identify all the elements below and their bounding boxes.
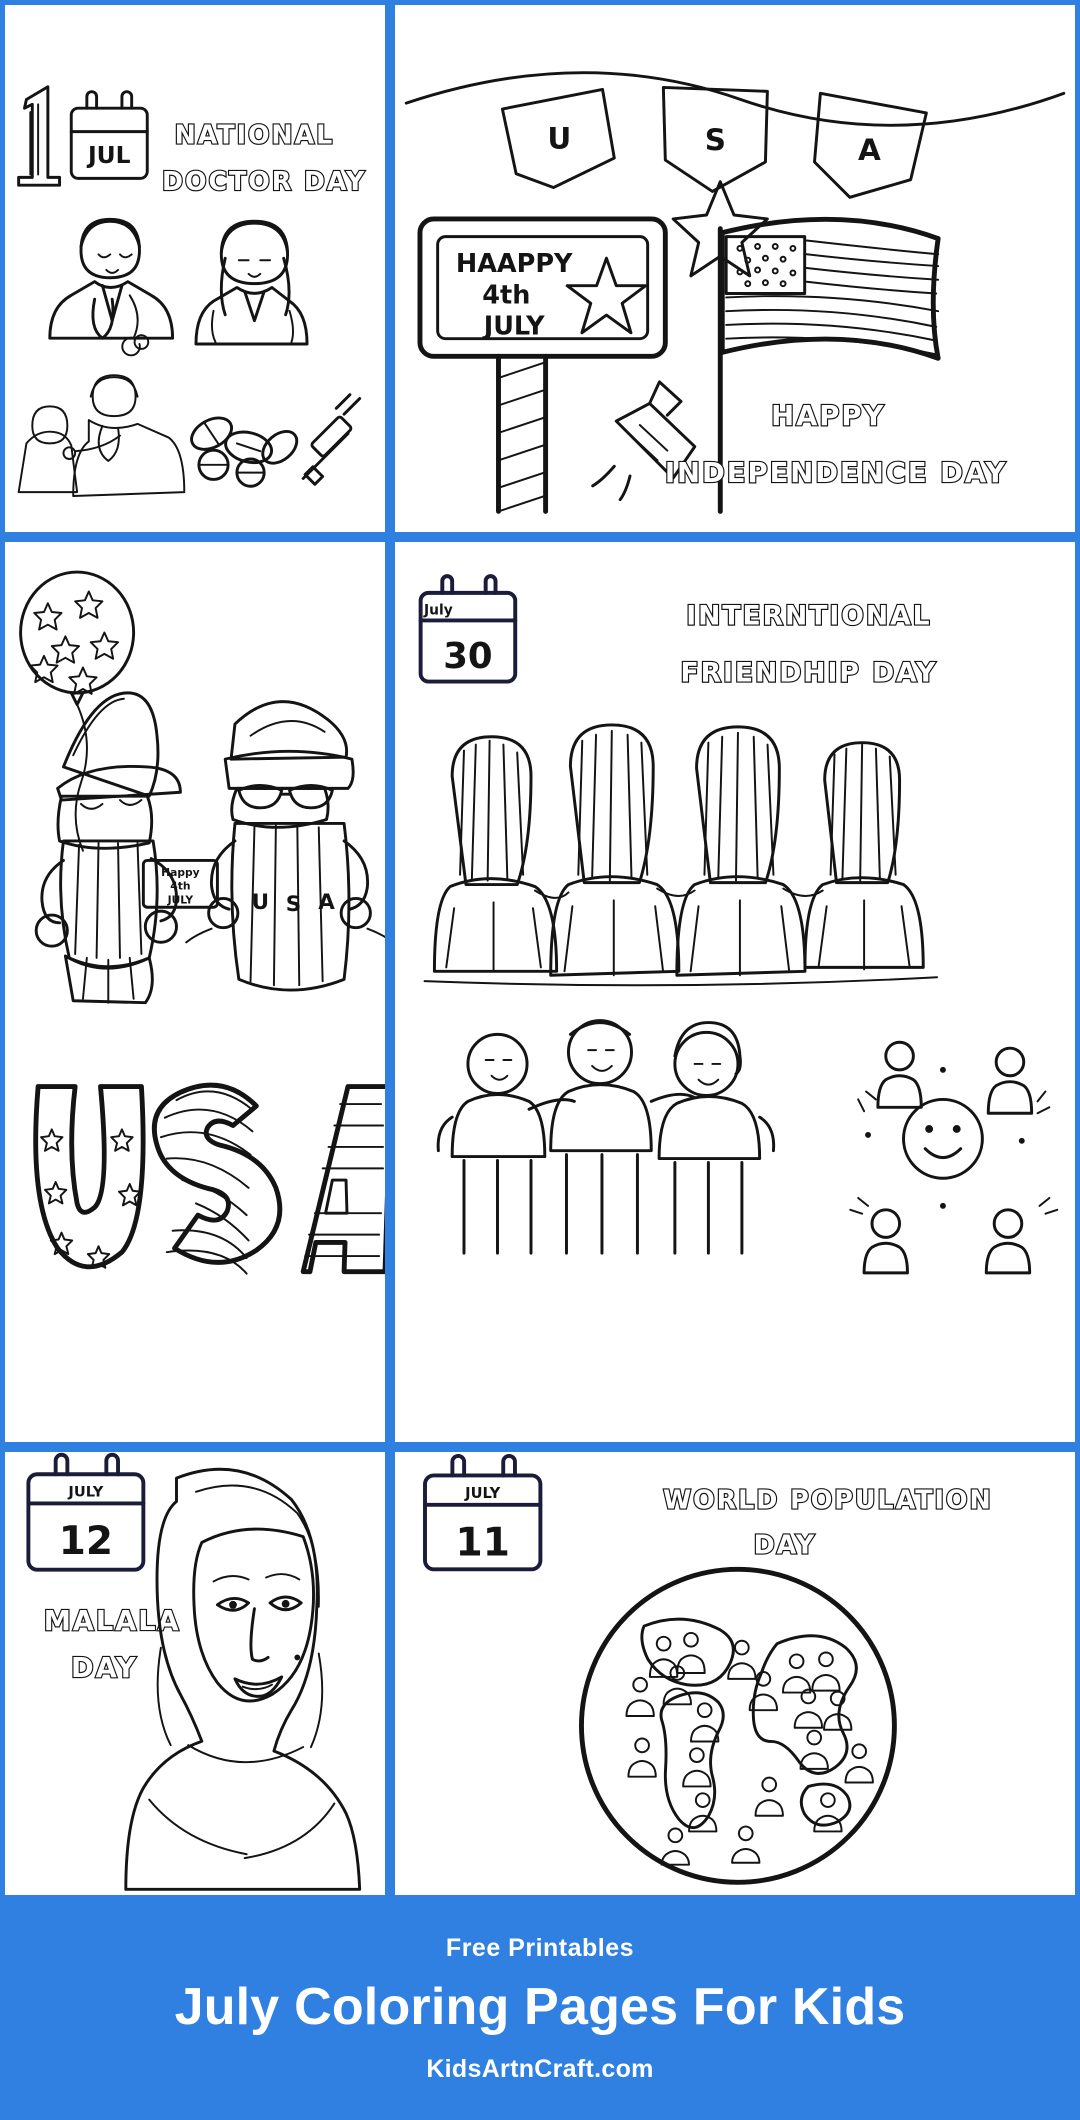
population-calendar-number: 11 xyxy=(455,1520,510,1566)
population-calendar-icon xyxy=(425,1456,540,1569)
signpost-illustration xyxy=(420,219,665,511)
calendar-icon xyxy=(71,92,147,179)
four-friends-illustration xyxy=(425,725,937,985)
population-title-line1: WORLD POPULATION xyxy=(663,1484,993,1515)
usa-gnomes-artwork xyxy=(5,542,385,1442)
calendar-month-label: JUL xyxy=(87,140,131,169)
male-doctor-illustration xyxy=(50,219,173,355)
sheet-malala-day[interactable] xyxy=(0,1447,390,1900)
pills-illustration xyxy=(186,412,303,487)
gnome-beard-letter-u: U xyxy=(251,890,269,916)
friendship-day-artwork xyxy=(395,542,1075,1442)
doctor-examining-patient-illustration xyxy=(19,375,185,496)
gnome-with-sunglasses-illustration xyxy=(186,702,385,990)
globe-of-people-illustration xyxy=(581,1569,894,1882)
malala-calendar-icon xyxy=(28,1455,143,1570)
malala-calendar-month: JULY xyxy=(68,1483,104,1501)
population-title-line2: DAY xyxy=(753,1529,817,1560)
gnome-beard-letter-a: A xyxy=(318,890,335,916)
gnome-beard-letter-s: S xyxy=(285,892,302,918)
footer-title: July Coloring Pages For Kids xyxy=(174,1978,906,2036)
malala-day-artwork xyxy=(5,1452,385,1895)
three-kids-hugging-illustration xyxy=(438,1021,774,1254)
malala-title-line2: DAY xyxy=(71,1652,138,1684)
friendship-title-line2: FRIENDHIP DAY xyxy=(680,657,938,689)
friendship-calendar-icon xyxy=(421,576,516,681)
population-calendar-month: JULY xyxy=(465,1484,501,1502)
doctor-day-title-line2: DOCTOR DAY xyxy=(162,166,367,197)
sheet-national-doctor-day[interactable] xyxy=(0,0,390,537)
footer-kicker: Free Printables xyxy=(445,1934,635,1962)
sheet-international-friendship-day[interactable] xyxy=(390,537,1080,1447)
bunting-letter-a: A xyxy=(858,133,881,168)
footer-site[interactable]: KidsArtnCraft.com xyxy=(426,2055,654,2083)
bunting-letter-s: S xyxy=(704,123,726,158)
malala-portrait-illustration xyxy=(126,1469,360,1889)
friendship-calendar-month: July xyxy=(424,602,453,619)
gnome-sign-line2: 4th xyxy=(170,879,191,893)
malala-title-line1: MALALA xyxy=(43,1606,181,1638)
sheet-happy-independence-day[interactable] xyxy=(390,0,1080,537)
independence-day-artwork xyxy=(395,5,1075,532)
bunting-flags-illustration xyxy=(406,73,1064,198)
number-one-outline xyxy=(19,87,60,185)
sheet-usa-gnomes[interactable] xyxy=(0,537,390,1447)
friendship-calendar-number: 30 xyxy=(443,635,493,677)
female-doctor-illustration xyxy=(196,221,307,344)
bunting-letter-u: U xyxy=(547,121,572,156)
gnome-sign-line1: Happy xyxy=(161,866,200,880)
sign-text-line3: JULY xyxy=(483,311,545,342)
poster-footer xyxy=(0,1898,1080,2120)
independence-title-line1: HAPPY xyxy=(771,401,886,433)
friendship-title-line1: INTERNTIONAL xyxy=(686,600,932,632)
malala-calendar-number: 12 xyxy=(58,1519,113,1565)
independence-title-line2: INDEPENDENCE DAY xyxy=(664,457,1008,489)
usa-block-letters-illustration xyxy=(36,1085,385,1273)
sign-text-line2: 4th xyxy=(482,280,531,311)
gnome-with-sign-illustration xyxy=(36,693,217,1003)
sign-text-line1: HAAPPY xyxy=(455,248,573,279)
doctor-day-title-line1: NATIONAL xyxy=(174,119,335,150)
world-population-day-artwork xyxy=(395,1452,1075,1895)
syringe-illustration xyxy=(303,395,360,485)
star-balloon-illustration xyxy=(21,572,134,851)
sheet-world-population-day[interactable] xyxy=(390,1447,1080,1900)
gnome-sign-line3: JULY xyxy=(167,893,194,907)
doctor-day-artwork xyxy=(5,5,385,532)
kids-around-smiley-illustration xyxy=(850,1042,1057,1273)
